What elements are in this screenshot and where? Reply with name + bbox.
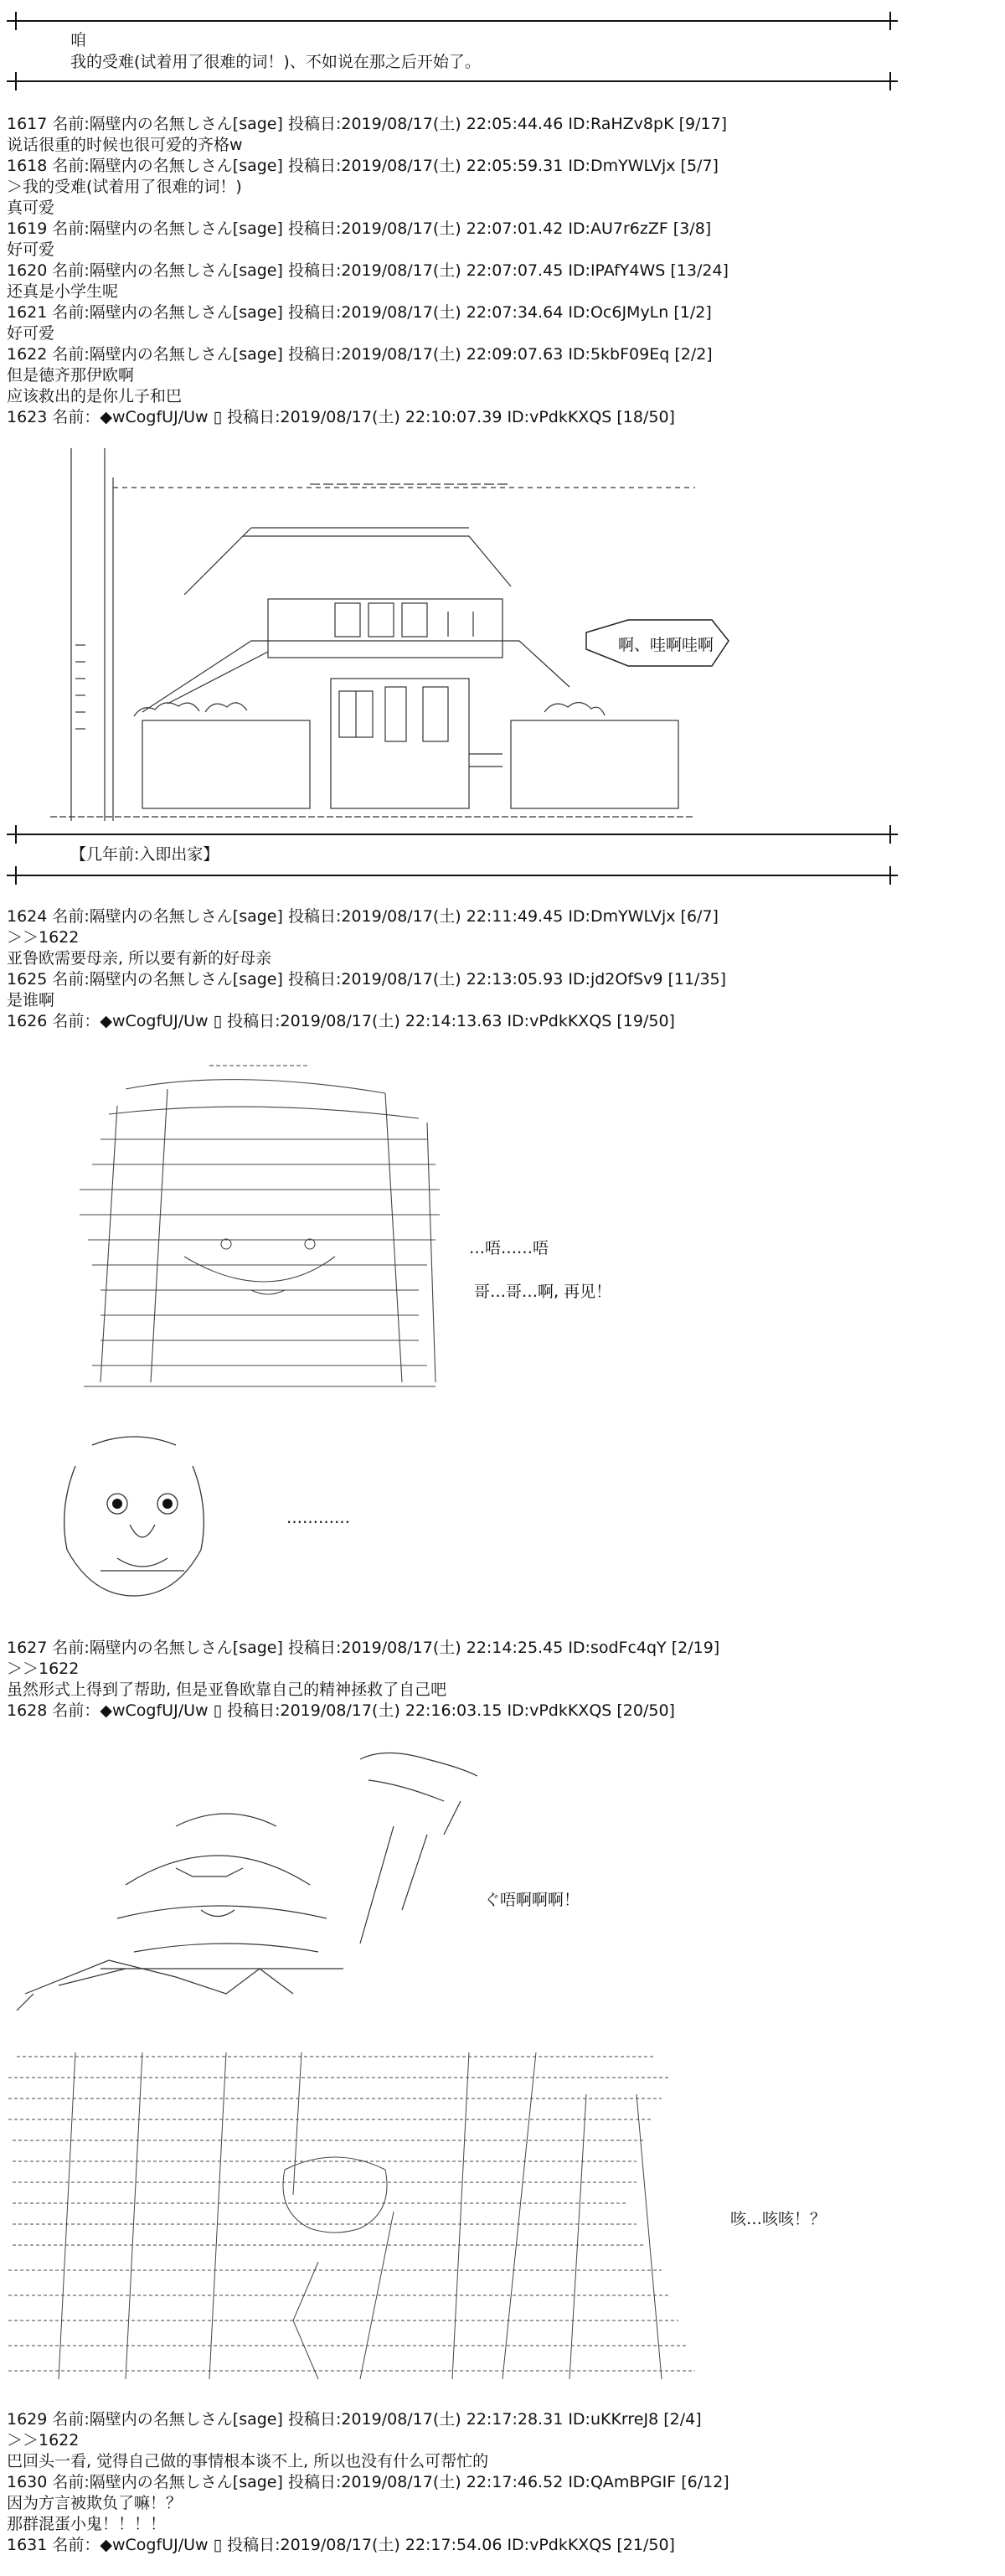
house-ascii-art (34, 436, 754, 829)
post-body-line: 好可爱 (7, 324, 55, 343)
separator-intro-tick-left (15, 72, 17, 90)
separator-intro-tick-right (889, 72, 891, 90)
post-body-line: 好可爱 (7, 240, 55, 259)
post-body-line: ＞＞1622 (7, 2431, 80, 2450)
struggle-ascii-art (8, 1742, 544, 2019)
intro-line-1: 咱 (70, 31, 87, 49)
post-body-line: 说话很重的时候也很可爱的齐格w (7, 136, 243, 154)
post-body-line: 应该救出的是你儿子和巴 (7, 387, 183, 405)
scene3-line-1: ぐ唔啊啊啊！ (484, 1891, 580, 1909)
post-body-line: ＞＞1622 (7, 1660, 80, 1678)
separator-top-tick-right (889, 12, 891, 30)
separator-intro (7, 80, 898, 82)
post-header: 1622 名前:隔壁内の名無しさん[sage] 投稿日:2019/08/17(土) 22:09:07.63 ID:5kbF09Eq [2/2] (7, 345, 713, 364)
separator-scene1-bottom-tick-left (15, 866, 17, 885)
separator-top-tick-left (15, 12, 17, 30)
intro-line-2: 我的受难(试着用了很难的词！)、不如说在那之后开始了。 (70, 53, 481, 71)
old-man-face-art (42, 1433, 226, 1600)
separator-scene1-top-tick-right (889, 825, 891, 844)
child-ascii-art (67, 1056, 469, 1399)
scene1-speech: 啊、哇啊哇啊 (618, 636, 714, 654)
scene2-line-2: 哥…哥…啊, 再见！ (474, 1283, 612, 1301)
post-body-line: 但是德齐那伊欧啊 (7, 366, 135, 385)
post-body-line: 是谁啊 (7, 991, 55, 1009)
post-body-line: 巴回头一看, 觉得自己做的事情根本谈不上, 所以也没有什么可帮忙的 (7, 2452, 489, 2470)
post-header: 1617 名前:隔壁内の名無しさん[sage] 投稿日:2019/08/17(土) 22:05:44.46 ID:RaHZv8pK [9/17] (7, 115, 728, 133)
post-header: 1624 名前:隔壁内の名無しさん[sage] 投稿日:2019/08/17(土) 22:11:49.45 ID:DmYWLVjx [6/7] (7, 907, 719, 926)
post-header: 1619 名前:隔壁内の名無しさん[sage] 投稿日:2019/08/17(土) 22:07:01.42 ID:AU7r6zZF [3/8] (7, 219, 712, 238)
post-header: 1627 名前:隔壁内の名無しさん[sage] 投稿日:2019/08/17(土) 22:14:25.45 ID:sodFc4qY [2/19] (7, 1639, 720, 1657)
separator-scene1-bottom (7, 875, 898, 876)
post-header: 1623 名前：◆wCogfUJ/Uw ▯ 投稿日:2019/08/17(土) 22:10:07.39 ID:vPdkKXQS [18/50] (7, 408, 675, 426)
scene1-caption: 【几年前:入即出家】 (70, 845, 219, 864)
post-header: 1620 名前:隔壁内の名無しさん[sage] 投稿日:2019/08/17(土) 22:07:07.45 ID:IPAfY4WS [13/24] (7, 261, 729, 280)
post-header: 1625 名前:隔壁内の名無しさん[sage] 投稿日:2019/08/17(土) 22:13:05.93 ID:jd2OfSv9 [11/35] (7, 970, 727, 989)
post-body-line: 真可爱 (7, 199, 55, 217)
post-header: 1630 名前:隔壁内の名無しさん[sage] 投稿日:2019/08/17(土) 22:17:46.52 ID:QAmBPGIF [6/12] (7, 2473, 729, 2491)
separator-scene1-top (7, 834, 898, 835)
post-header: 1631 名前：◆wCogfUJ/Uw ▯ 投稿日:2019/08/17(土) 22:17:54.06 ID:vPdkKXQS [21/50] (7, 2536, 675, 2554)
post-body-line: 那群混蛋小鬼！！！！ (7, 2515, 167, 2533)
separator-top (7, 20, 898, 22)
separator-scene1-top-tick-left (15, 825, 17, 844)
post-header: 1618 名前:隔壁内の名無しさん[sage] 投稿日:2019/08/17(土) 22:05:59.31 ID:DmYWLVjx [5/7] (7, 157, 719, 175)
crowd-ascii-art (0, 2044, 720, 2396)
scene2-line-1: …唔……唔 (469, 1239, 549, 1257)
post-header: 1628 名前：◆wCogfUJ/Uw ▯ 投稿日:2019/08/17(土) 22:16:03.15 ID:vPdkKXQS [20/50] (7, 1701, 675, 1720)
post-body-line: ＞＞1622 (7, 928, 80, 947)
post-header: 1629 名前:隔壁内の名無しさん[sage] 投稿日:2019/08/17(土) 22:17:28.31 ID:uKKrreJ8 [2/4] (7, 2410, 702, 2429)
post-header: 1626 名前：◆wCogfUJ/Uw ▯ 投稿日:2019/08/17(土) 22:14:13.63 ID:vPdkKXQS [19/50] (7, 1012, 675, 1030)
post-body-line: 亚鲁欧需要母亲, 所以要有新的好母亲 (7, 949, 272, 968)
scene3-line-2: 咳…咳咳！？ (730, 2210, 827, 2228)
post-body-line: 因为方言被欺负了嘛！？ (7, 2494, 183, 2512)
post-body-line: ＞我的受难(试着用了很难的词！) (7, 178, 242, 196)
separator-scene1-bottom-tick-right (889, 866, 891, 885)
post-body-line: 还真是小学生呢 (7, 282, 119, 301)
post-header: 1621 名前:隔壁内の名無しさん[sage] 投稿日:2019/08/17(土) 22:07:34.64 ID:Oc6JMyLn [1/2] (7, 303, 712, 322)
scene2-dots: ………… (286, 1509, 350, 1527)
post-body-line: 虽然形式上得到了帮助, 但是亚鲁欧靠自己的精神拯救了自己吧 (7, 1680, 447, 1699)
